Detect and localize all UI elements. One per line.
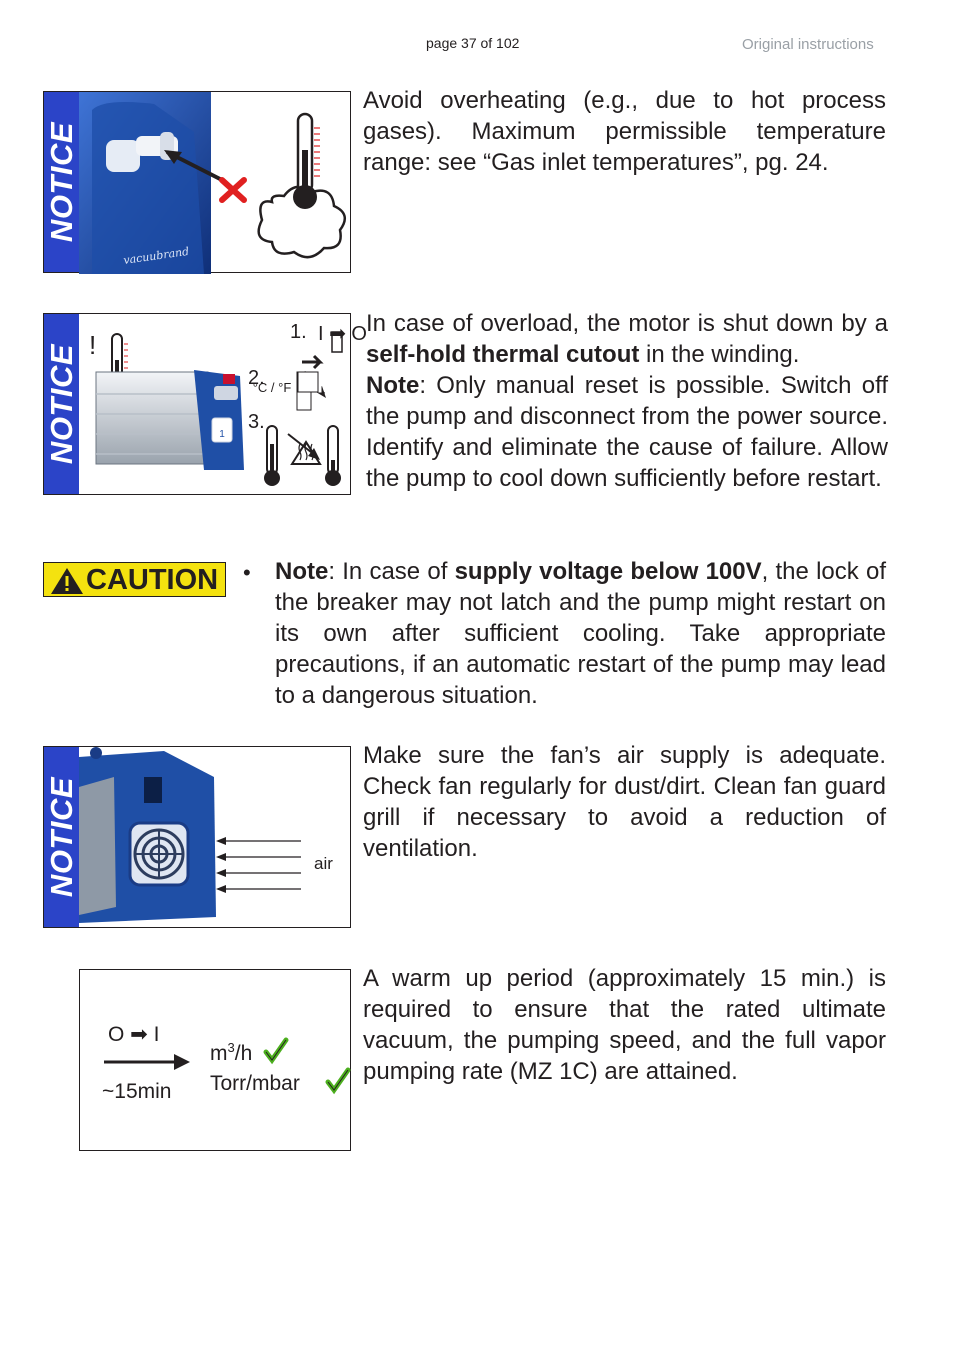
warning-triangle-icon xyxy=(49,566,85,596)
pressure-unit-label: Torr/mbar xyxy=(210,1072,300,1095)
duration-label: ~15min xyxy=(102,1080,172,1103)
overheat-illustration xyxy=(44,92,352,274)
cross-icon xyxy=(222,180,244,200)
step1-number: 1. xyxy=(290,321,307,343)
motor-housing xyxy=(96,372,208,464)
caution-text: Note: In case of supply voltage below 100V, the lock of the breaker may not latch and the pump might restart on its own after sufficient cooling. Take appropriate precautions, if an automatic restart of the pump may lead to a dangerous situation. xyxy=(275,558,886,709)
warning-exclamation: ! xyxy=(89,330,97,360)
overheat-text: Avoid overheating (e.g., due to hot process gases). Maximum permissible temperature range: see “Gas inlet temperatures”, pg. 24. xyxy=(363,87,886,176)
bullet: • xyxy=(243,560,251,585)
step2-number: 2. xyxy=(248,367,265,389)
overload-text: In case of overload, the motor is shut down by a self-hold thermal cutout in the winding. Note: Only manual reset is possible. Switch off the pump and disconnect from the power source. Identify and eliminate the cause of failure. Allow the pump to cool down sufficiently before restart. xyxy=(366,310,888,492)
check-icon xyxy=(266,1040,286,1060)
overheat-figure xyxy=(43,91,351,273)
power-plug-icon xyxy=(298,372,318,392)
warmup-figure xyxy=(79,969,351,1151)
notice-label: NOTICE xyxy=(43,776,79,898)
badge-number: 1 xyxy=(219,429,225,440)
caution-badge xyxy=(43,562,226,597)
step1-switch: I ➡ O xyxy=(318,323,367,345)
warmup-text: A warm up period (approximately 15 min.) is required to ensure that the rated ultimate vacuum, the pumping speed, and the full vapor pumping rate (MZ 1C) are attained. xyxy=(363,965,886,1085)
caution-label: CAUTION xyxy=(86,564,219,596)
step3-number: 3. xyxy=(248,411,265,433)
notice-label: NOTICE xyxy=(43,121,79,243)
fan-illustration xyxy=(44,747,352,929)
air-arrows xyxy=(218,841,301,889)
brand-logo: vacuubrand xyxy=(122,244,190,267)
check-icon xyxy=(328,1070,348,1090)
document-label: Original instructions xyxy=(742,36,874,53)
notice-label: NOTICE xyxy=(43,343,79,465)
fan-figure xyxy=(43,746,351,928)
fan-text: Make sure the fan’s air supply is adequate. Check fan regularly for dust/dirt. Clean fan guard grill if necessary to avoid a reduction of ventilation. xyxy=(363,742,886,862)
overload-illustration xyxy=(44,314,367,496)
flow-unit-label: $m^3/h$ xyxy=(210,1040,253,1065)
inlet-nozzle xyxy=(106,140,140,172)
page-number: page 37 of 102 xyxy=(426,35,520,51)
air-label: air xyxy=(314,854,333,873)
switch-on-label: O ➡ I xyxy=(108,1023,160,1046)
warmup-illustration xyxy=(80,970,352,1152)
overload-figure xyxy=(43,313,367,495)
step3-unit: °C / °F xyxy=(252,380,292,395)
